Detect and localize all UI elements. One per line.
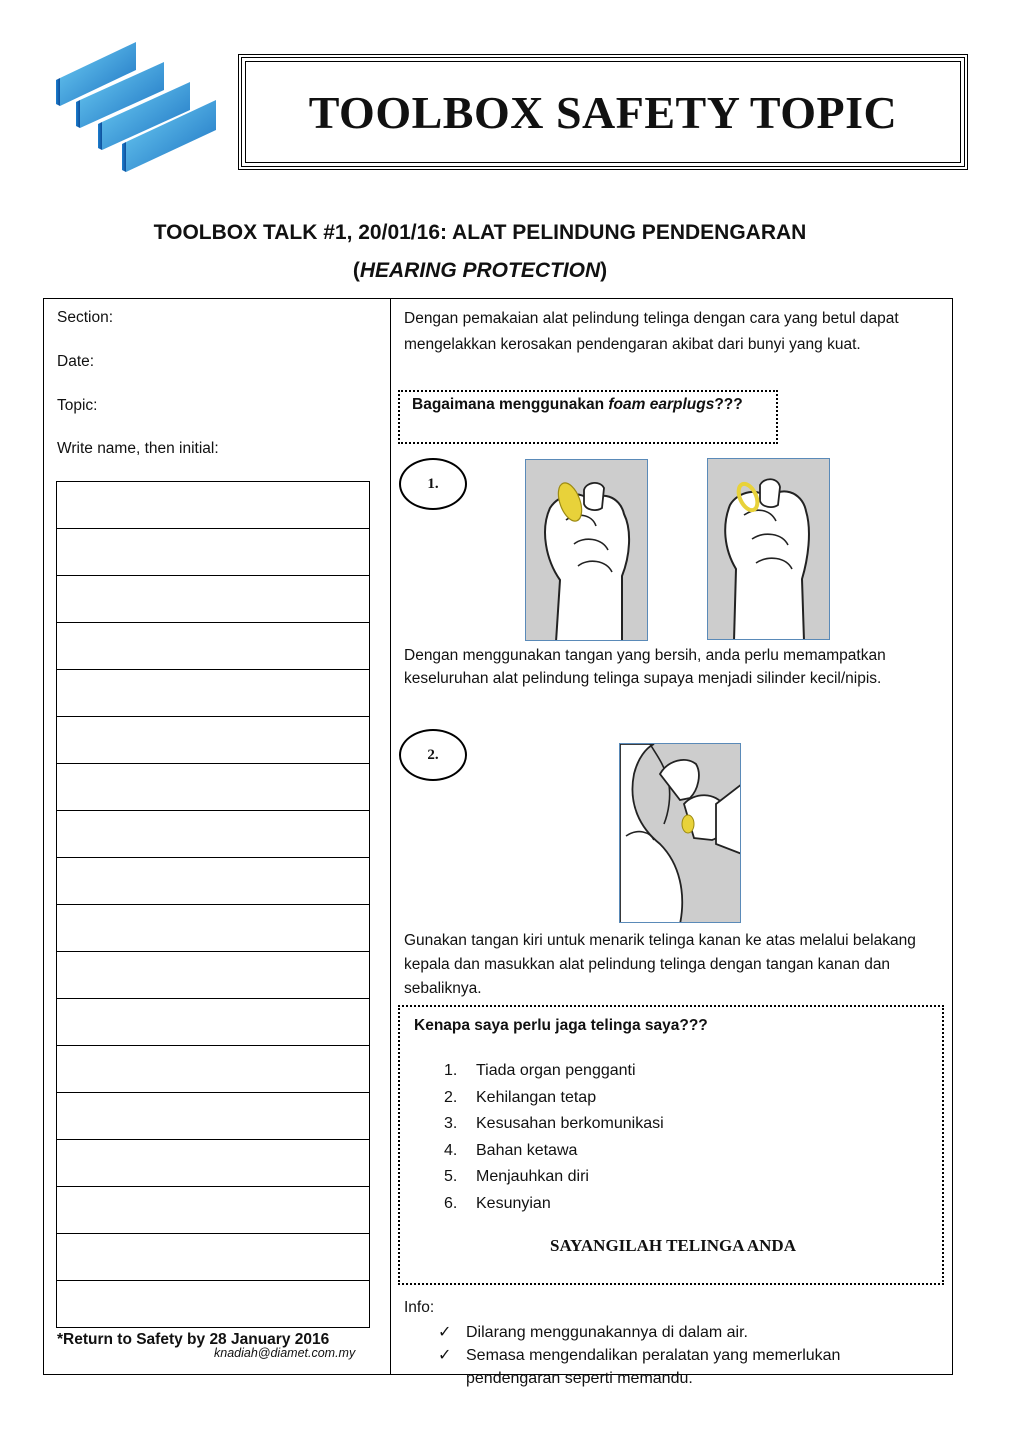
- list-item: 5. Menjauhkan diri: [444, 1168, 589, 1186]
- signature-table: [56, 481, 370, 1328]
- talk-heading-english: HEARING PROTECTION: [359, 259, 601, 282]
- step-2-text: Gunakan tangan kiri untuk menarik telinga kanan ke atas melalui belakang kepala dan masukkan alat pelindung telinga dengan tangan kanan dan sebaliknya.: [404, 932, 916, 997]
- signature-row: [57, 1140, 370, 1187]
- signature-cell: [57, 764, 370, 811]
- company-logo: [56, 38, 218, 176]
- topic-label: Topic:: [57, 397, 98, 414]
- list-item: 4. Bahan ketawa: [444, 1141, 578, 1159]
- signature-row: [57, 670, 370, 717]
- signature-row: [57, 623, 370, 670]
- list-item: 1. Tiada organ pengganti: [444, 1062, 636, 1079]
- earplug-roll-photo-1: [525, 459, 648, 641]
- intro-text: Dengan pemakaian alat pelindung telinga dengan cara yang betul dapat mengelakkan kerosakan pendengaran akibat dari bunyi yang kuat.: [404, 310, 899, 353]
- check-icon: ✓: [438, 1347, 452, 1364]
- talk-heading: [60, 214, 900, 290]
- signature-cell: [57, 1140, 370, 1187]
- signature-cell: [57, 623, 370, 670]
- how-to-question: Bagaimana menggunakan foam earplugs???: [412, 396, 743, 413]
- column-divider: [390, 298, 391, 1375]
- signature-cell: [57, 811, 370, 858]
- signature-row: [57, 717, 370, 764]
- talk-heading-line1: TOOLBOX TALK #1, 20/01/16: ALAT PELINDUNG PENDENGARAN: [153, 221, 807, 244]
- signature-cell: [57, 529, 370, 576]
- signature-cell: [57, 1281, 370, 1328]
- step-1-text: Dengan menggunakan tangan yang bersih, anda perlu memampatkan keseluruhan alat pelindung telinga supaya menjadi silinder kecil/nipis.: [404, 647, 886, 687]
- signature-cell: [57, 576, 370, 623]
- signature-row: [57, 905, 370, 952]
- signature-row: [57, 1093, 370, 1140]
- signature-row: [57, 1187, 370, 1234]
- info-item: ✓ Dilarang menggunakannya di dalam air.: [438, 1321, 466, 1344]
- reasons-list: [444, 1058, 664, 1218]
- info-label: Info:: [404, 1299, 435, 1316]
- contact-email: knadiah@diamet.com.my: [214, 1346, 356, 1360]
- signature-row: [57, 999, 370, 1046]
- signature-row: [57, 1046, 370, 1093]
- signature-row: [57, 529, 370, 576]
- signature-row: [57, 1234, 370, 1281]
- list-item: 6. Kesunyian: [444, 1194, 551, 1212]
- signature-cell: [57, 999, 370, 1046]
- return-note: *Return to Safety by 28 January 2016: [57, 1331, 330, 1348]
- names-label: Write name, then initial:: [57, 440, 219, 457]
- signature-cell: [57, 952, 370, 999]
- earplug-roll-photo-2: [707, 458, 830, 640]
- signature-row: [57, 576, 370, 623]
- info-item: ✓ Semasa mengendalikan peralatan yang memerlukan pendengaran seperti memandu.: [438, 1344, 466, 1367]
- signature-cell: [57, 905, 370, 952]
- signature-cell: [57, 670, 370, 717]
- signature-row: [57, 952, 370, 999]
- signature-cell: [57, 717, 370, 764]
- signature-row: [57, 811, 370, 858]
- signature-row: [57, 1281, 370, 1328]
- talk-heading-line2: (HEARING PROTECTION): [352, 259, 608, 282]
- signature-cell: [57, 1234, 370, 1281]
- signature-row: [57, 858, 370, 905]
- signature-cell: [57, 858, 370, 905]
- signature-cell: [57, 1187, 370, 1234]
- date-label: Date:: [57, 353, 95, 370]
- why-question: Kenapa saya perlu jaga telinga saya???: [414, 1017, 708, 1034]
- signature-cell: [57, 1046, 370, 1093]
- list-item: 2. Kehilangan tetap: [444, 1088, 597, 1106]
- signature-row: [57, 764, 370, 811]
- section-label: Section:: [57, 309, 114, 326]
- signature-row: [57, 482, 370, 529]
- step-2-badge: 2.: [399, 729, 467, 781]
- slogan: SAYANGILAH TELINGA ANDA: [550, 1236, 796, 1255]
- step-1-badge: 1.: [399, 458, 467, 510]
- signature-cell: [57, 482, 370, 529]
- earplug-insert-photo: [619, 743, 741, 923]
- document-title: TOOLBOX SAFETY TOPIC: [308, 86, 898, 138]
- check-icon: ✓: [438, 1324, 452, 1341]
- signature-cell: [57, 1093, 370, 1140]
- list-item: 3. Kesusahan berkomunikasi: [444, 1115, 664, 1133]
